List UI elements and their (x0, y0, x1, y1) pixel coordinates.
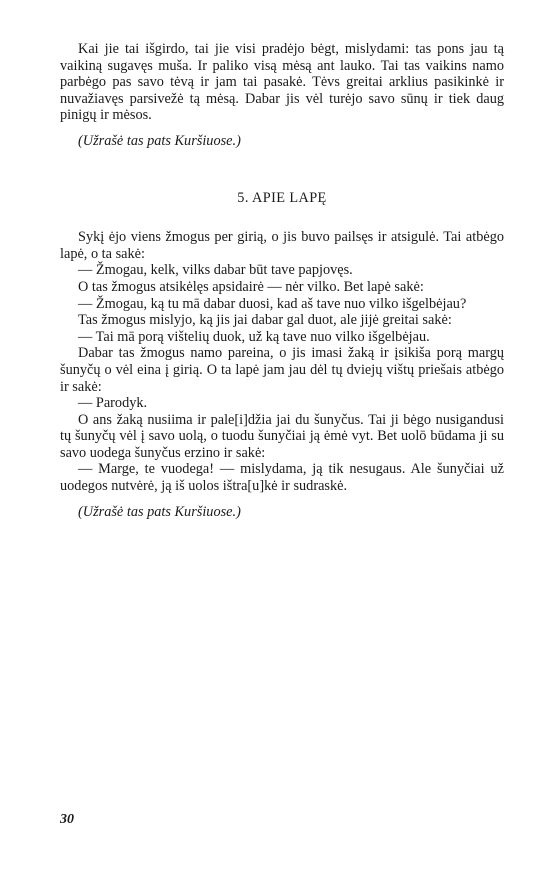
page-number: 30 (60, 812, 74, 827)
dialogue-line: — Žmogau, ką tu mā dabar duosi, kad aš tave nuo vilko išgelbėjau? (78, 295, 467, 312)
story-paragraph: Sykį ėjo viens žmogus per girią, o jis buvo pailsęs ir atsigulė. Tai atbėgo lapė, o ta sakė: (60, 229, 504, 262)
dialogue-line: — Žmogau, kelk, vilks dabar būt tave papjovęs. (78, 262, 353, 279)
story-paragraph: O tas žmogus atsikėlęs apsidairė — nėr vilko. Bet lapė sakė: (78, 278, 424, 295)
story-paragraph: Tas žmogus mislyjo, ką jis jai dabar gal duot, ale jijė greitai sakė: (78, 312, 452, 329)
source-note: (Užrašė tas pats Kuršiuose.) (78, 132, 241, 149)
dialogue-line: — Marge, te vuodega! — mislydama, ją tik nesugaus. Ale šunyčiai už uodegos nutvėrė, ją iš uolos ištra[u]kė ir sudraskė. (60, 461, 504, 495)
dialogue-line: — Tai mā porą vištelių duok, už ką tave nuo vilko išgelbėjau. (78, 328, 430, 345)
dialogue-line: — Parodyk. (78, 395, 148, 412)
book-page (60, 41, 504, 520)
story-paragraph: Dabar tas žmogus namo pareina, o jis imasi žaką ir įsikiša porą margų šunyčų o vėl eina į girią. O ta lapė jam jau dėl tų dviejų vištų priešais atbėgo ir sakė: (60, 345, 504, 395)
chapter-heading: 5. APIE LAPĘ (237, 189, 327, 206)
source-note: (Užrašė tas pats Kuršiuose.) (78, 503, 241, 520)
paragraph-continued: Kai jie tai išgirdo, tai jie visi pradėjo bėgt, mislydami: tas pons jau tą vaikiną sugavęs muša. Ir paliko visą mėsą ant lauko. Tai tas vaikins namo parbėgo pas savo tėvą ir jam tai pasakė. Tėvs greitai arklius pasikinkė ir nuvažiavęs parsivežė tą mėsą. Dabar jis vėl turėjo savo sūnų ir tiek daug pinigų ir mėsos. (60, 41, 504, 124)
story-paragraph: O ans žaką nusiima ir pale[i]džia jai du šunyčus. Tai ji bėgo nusigandusi tų šunyčų vėl į savo uolą, o tuodu šunyčiai ją ėmė vyt. Bet uolō būdama ji su savo uodega šunyčus erzino ir sakė: (60, 411, 504, 461)
